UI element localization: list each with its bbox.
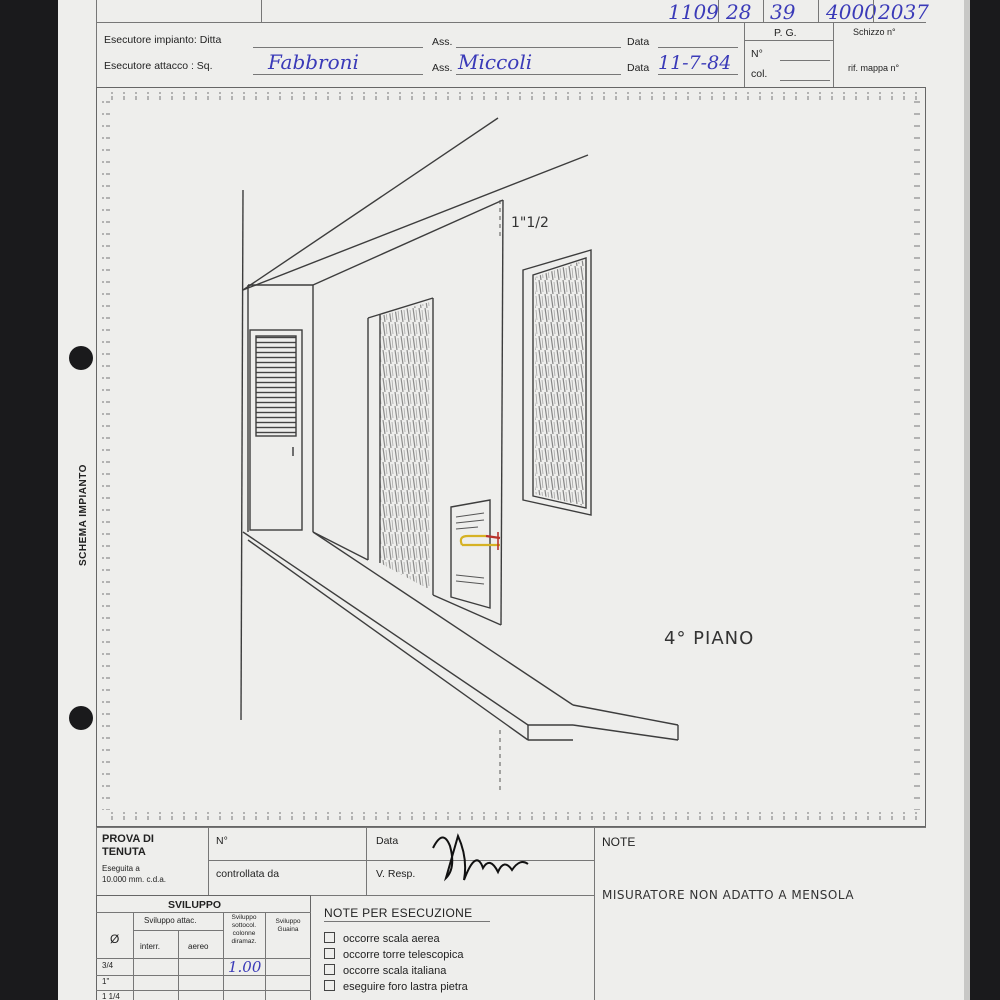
svil-attacco-label: Sviluppo attac. [144,916,197,925]
checkbox-icon[interactable] [324,964,335,975]
note-text: MISURATORE NON ADATTO A MENSOLA [602,888,855,902]
note-label: NOTE [602,835,636,849]
code-1: 1109 [668,0,719,24]
floor-label: 4° PIANO [664,628,755,649]
vresp-label: V. Resp. [376,868,416,880]
page-edge [964,0,970,1000]
data-label-2: Data [627,62,650,74]
svil-sottocol-label: Sviluppo sottocol. colonne diramaz. [231,914,257,945]
ass-value-2: Miccoli [458,50,533,74]
rif-mappa-label: rif. mappa n° [848,63,900,73]
checklist-item[interactable]: occorre scala aerea [324,932,468,945]
checklist-item[interactable]: occorre torre telescopica [324,948,468,961]
ass-label-2: Ass. [432,62,453,74]
prova-n-label: N° [216,835,228,847]
svil-guaina-label: Sviluppo Guaina [275,918,301,933]
code-3: 39 [770,0,796,24]
interr-label: interr. [140,942,161,951]
row-diam-2: 1" [102,977,110,986]
diam-label: Ø [110,932,120,946]
signature [428,828,538,888]
col-label: col. [751,68,768,80]
schizzo-label: Schizzo n° [853,27,896,37]
pg-label: P. G. [774,27,797,39]
note-esecuzione-label: NOTE PER ESECUZIONE [324,906,473,920]
checkbox-icon[interactable] [324,980,335,991]
document-sheet [58,0,970,1000]
prova-label: PROVA DI TENUTA [102,833,154,858]
data-label-1: Data [627,36,650,48]
esecutore-impianto-label: Esecutore impianto: Ditta [104,34,222,46]
row-diam-3: 1 1/4 [102,992,120,1000]
checklist-item[interactable]: eseguire foro lastra pietra [324,980,468,993]
data-value-2: 11-7-84 [658,52,732,74]
esecutore-attacco-value: Fabbroni [268,50,359,74]
eseguita-value: 10.000 mm. c.d.a. [102,875,167,884]
ass-label-1: Ass. [432,36,453,48]
pipe-size-label: 1"1/2 [511,215,549,231]
eseguita-label: Eseguita a [102,864,140,873]
controllata-label: controllata da [216,868,280,880]
row-value-1: 1.00 [228,958,262,976]
sviluppo-label: SVILUPPO [168,899,222,911]
n-label: N° [751,48,763,60]
code-2: 28 [726,0,752,24]
aereo-label: aereo [188,942,209,951]
checkbox-icon[interactable] [324,948,335,959]
checklist [324,932,468,996]
schema-impianto-label: SCHEMA IMPIANTO [78,464,89,566]
esecutore-attacco-label: Esecutore attacco : Sq. [104,60,213,72]
checkbox-icon[interactable] [324,932,335,943]
code-4: 4000 [826,0,877,24]
row-diam-1: 3/4 [102,961,114,970]
prova-data-label: Data [376,835,399,847]
checklist-item[interactable]: occorre scala italiana [324,964,468,977]
code-5: 2037 [878,0,929,24]
